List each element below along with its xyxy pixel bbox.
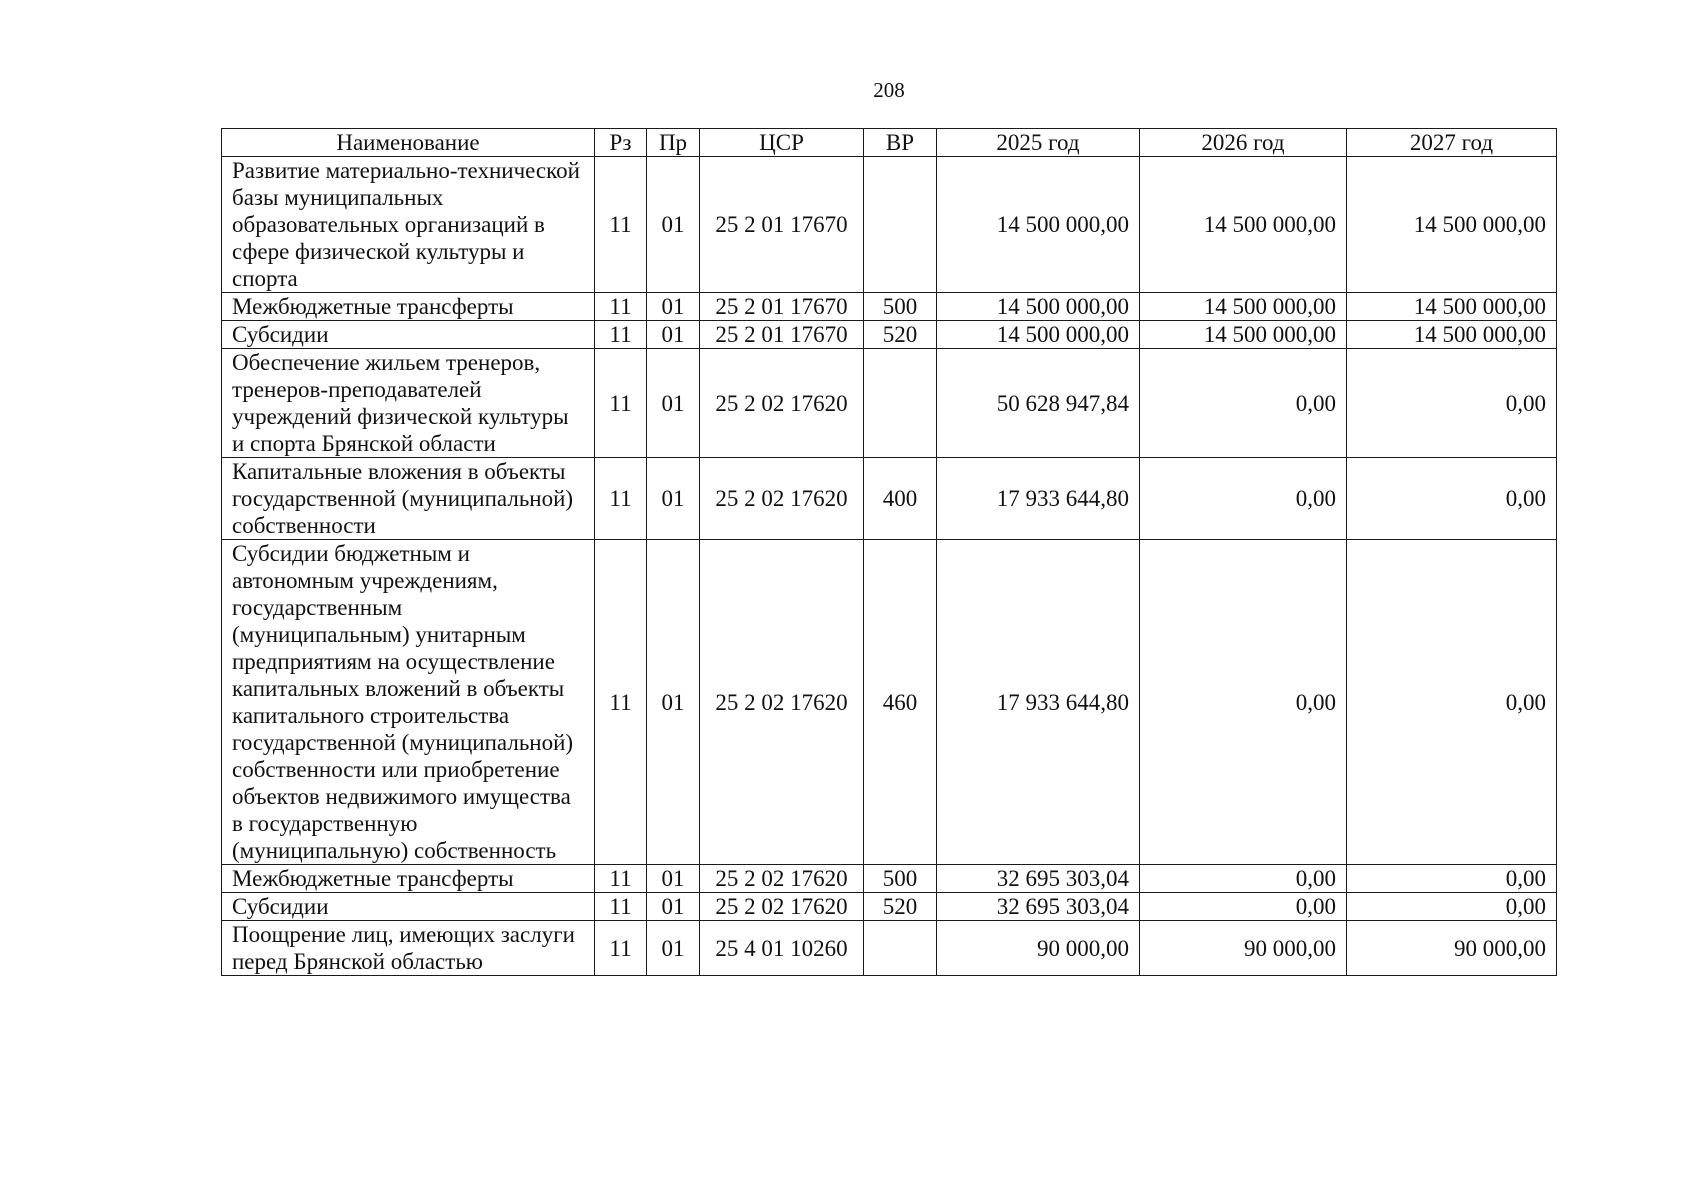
row-csr: 25 2 02 17620 bbox=[700, 865, 864, 893]
row-vr: 500 bbox=[864, 293, 937, 321]
row-pr: 01 bbox=[647, 458, 700, 540]
row-name: Поощрение лиц, имеющих заслуги перед Брянской областью bbox=[222, 921, 595, 976]
row-csr: 25 4 01 10260 bbox=[700, 921, 864, 976]
row-csr: 25 2 02 17620 bbox=[700, 893, 864, 921]
row-csr: 25 2 02 17620 bbox=[700, 540, 864, 865]
row-csr: 25 2 02 17620 bbox=[700, 458, 864, 540]
row-2027: 0,00 bbox=[1347, 540, 1557, 865]
header-name: Наименование bbox=[222, 129, 595, 157]
row-pr: 01 bbox=[647, 321, 700, 349]
header-pr: Пр bbox=[647, 129, 700, 157]
row-2026: 0,00 bbox=[1140, 540, 1347, 865]
row-rz: 11 bbox=[595, 921, 647, 976]
row-rz: 11 bbox=[595, 157, 647, 293]
row-csr: 25 2 02 17620 bbox=[700, 349, 864, 458]
row-pr: 01 bbox=[647, 893, 700, 921]
table-row bbox=[222, 865, 1557, 893]
row-2027: 0,00 bbox=[1347, 349, 1557, 458]
header-2027: 2027 год bbox=[1347, 129, 1557, 157]
row-pr: 01 bbox=[647, 540, 700, 865]
row-pr: 01 bbox=[647, 349, 700, 458]
table-header-row bbox=[222, 129, 1557, 157]
row-pr: 01 bbox=[647, 293, 700, 321]
row-name: Межбюджетные трансферты bbox=[222, 865, 595, 893]
table-row bbox=[222, 540, 1557, 865]
row-vr bbox=[864, 349, 937, 458]
row-2026: 90 000,00 bbox=[1140, 921, 1347, 976]
header-csr: ЦСР bbox=[700, 129, 864, 157]
row-rz: 11 bbox=[595, 458, 647, 540]
row-vr: 400 bbox=[864, 458, 937, 540]
row-name: Субсидии bbox=[222, 321, 595, 349]
table-row bbox=[222, 458, 1557, 540]
table-row bbox=[222, 349, 1557, 458]
budget-table bbox=[221, 128, 1557, 976]
row-2025: 14 500 000,00 bbox=[937, 321, 1140, 349]
row-csr: 25 2 01 17670 bbox=[700, 321, 864, 349]
row-2026: 14 500 000,00 bbox=[1140, 157, 1347, 293]
row-2026: 0,00 bbox=[1140, 865, 1347, 893]
table-row bbox=[222, 157, 1557, 293]
row-2025: 17 933 644,80 bbox=[937, 458, 1140, 540]
row-rz: 11 bbox=[595, 349, 647, 458]
header-vr: ВР bbox=[864, 129, 937, 157]
row-vr: 520 bbox=[864, 321, 937, 349]
page-number: 208 bbox=[873, 78, 905, 102]
row-vr: 520 bbox=[864, 893, 937, 921]
table-row bbox=[222, 893, 1557, 921]
row-pr: 01 bbox=[647, 921, 700, 976]
header-rz: Рз bbox=[595, 129, 647, 157]
row-2026: 14 500 000,00 bbox=[1140, 321, 1347, 349]
row-2025: 32 695 303,04 bbox=[937, 865, 1140, 893]
row-csr: 25 2 01 17670 bbox=[700, 157, 864, 293]
row-rz: 11 bbox=[595, 540, 647, 865]
row-2027: 14 500 000,00 bbox=[1347, 293, 1557, 321]
row-vr bbox=[864, 157, 937, 293]
row-2027: 0,00 bbox=[1347, 458, 1557, 540]
row-rz: 11 bbox=[595, 865, 647, 893]
row-2025: 14 500 000,00 bbox=[937, 293, 1140, 321]
row-2025: 50 628 947,84 bbox=[937, 349, 1140, 458]
row-rz: 11 bbox=[595, 321, 647, 349]
table-row bbox=[222, 921, 1557, 976]
row-rz: 11 bbox=[595, 293, 647, 321]
row-2027: 14 500 000,00 bbox=[1347, 157, 1557, 293]
row-2025: 17 933 644,80 bbox=[937, 540, 1140, 865]
row-2026: 0,00 bbox=[1140, 349, 1347, 458]
header-2025: 2025 год bbox=[937, 129, 1140, 157]
row-2027: 0,00 bbox=[1347, 893, 1557, 921]
row-name: Развитие материально-технической базы муниципальных образовательных организаций в сфере физической культуры и спорта bbox=[222, 157, 595, 293]
row-pr: 01 bbox=[647, 157, 700, 293]
row-csr: 25 2 01 17670 bbox=[700, 293, 864, 321]
row-2026: 0,00 bbox=[1140, 458, 1347, 540]
row-2025: 90 000,00 bbox=[937, 921, 1140, 976]
row-vr: 500 bbox=[864, 865, 937, 893]
row-2025: 32 695 303,04 bbox=[937, 893, 1140, 921]
row-2026: 14 500 000,00 bbox=[1140, 293, 1347, 321]
row-name: Субсидии bbox=[222, 893, 595, 921]
row-name: Субсидии бюджетным и автономным учреждениям, государственным (муниципальным) унитарным предприятиям на осуществление капитальных вложений в объекты капитального строительства государственной (муниципальной) собственности или приобретение объектов недвижимого имущества в государственную (муниципальную) собственность bbox=[222, 540, 595, 865]
row-rz: 11 bbox=[595, 893, 647, 921]
row-vr: 460 bbox=[864, 540, 937, 865]
row-name: Межбюджетные трансферты bbox=[222, 293, 595, 321]
table-row bbox=[222, 321, 1557, 349]
table-row bbox=[222, 293, 1557, 321]
row-2027: 0,00 bbox=[1347, 865, 1557, 893]
header-2026: 2026 год bbox=[1140, 129, 1347, 157]
row-name: Обеспечение жильем тренеров, тренеров-преподавателей учреждений физической культуры и спорта Брянской области bbox=[222, 349, 595, 458]
row-vr bbox=[864, 921, 937, 976]
row-pr: 01 bbox=[647, 865, 700, 893]
row-2027: 14 500 000,00 bbox=[1347, 321, 1557, 349]
row-2026: 0,00 bbox=[1140, 893, 1347, 921]
row-2027: 90 000,00 bbox=[1347, 921, 1557, 976]
row-2025: 14 500 000,00 bbox=[937, 157, 1140, 293]
row-name: Капитальные вложения в объекты государственной (муниципальной) собственности bbox=[222, 458, 595, 540]
